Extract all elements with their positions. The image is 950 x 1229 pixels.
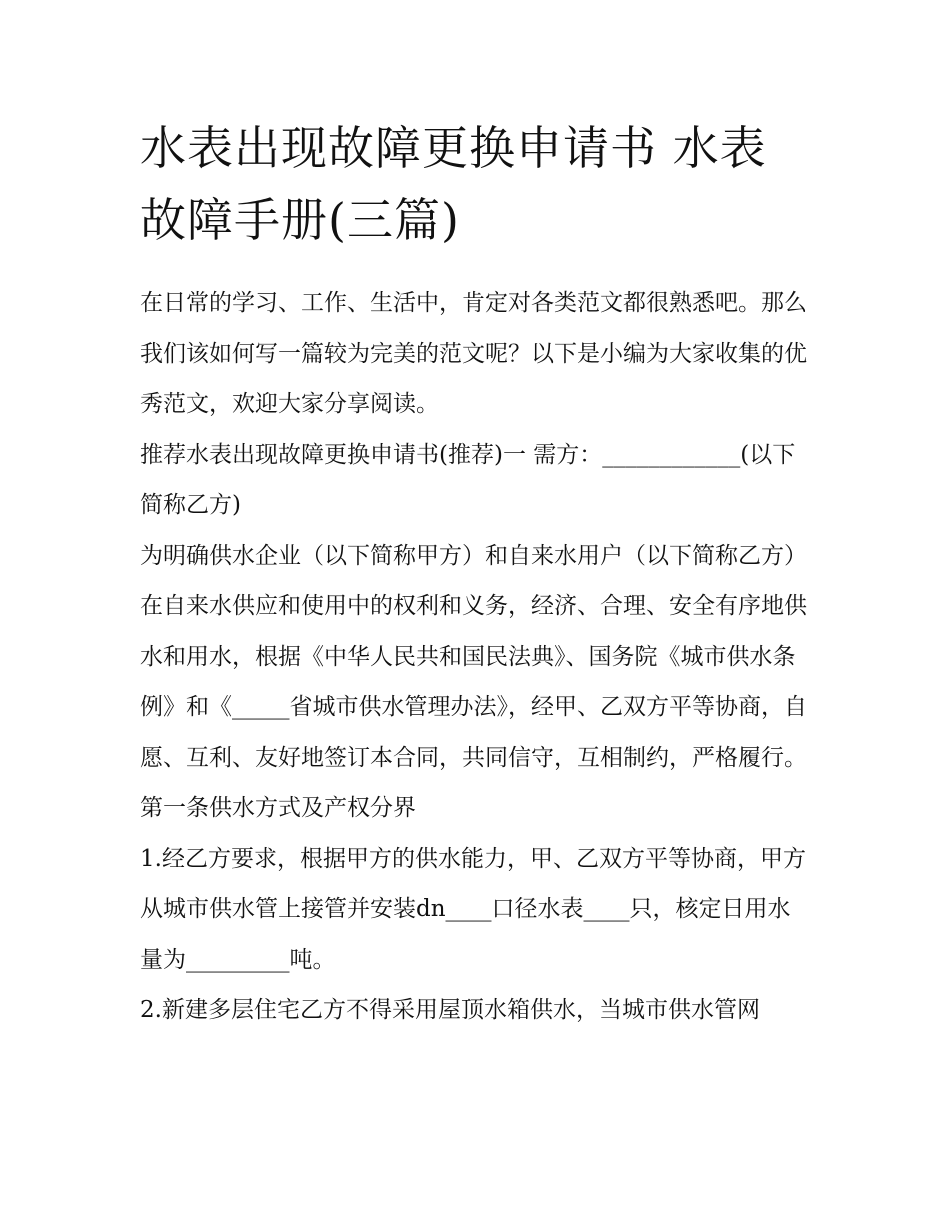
- article-one-heading: 第一条供水方式及产权分界: [140, 795, 416, 821]
- clause-2-paragraph: 2.新建多层住宅乙方不得采用屋顶水箱供水，当城市供水管网: [140, 997, 760, 1023]
- clause-1-paragraph: 1.经乙方要求，根据甲方的供水能力，甲、乙双方平等协商，甲方从城市供水管上接管并安装dn____口径水表____只，核定日用水量为_________吨。: [140, 845, 806, 973]
- recommend-heading-paragraph: 推荐水表出现故障更换申请书(推荐)一 需方：____________(以下简称乙方): [140, 441, 796, 518]
- purpose-paragraph: 为明确供水企业（以下简称甲方）和自来水用户（以下简称乙方）在自来水供应和使用中的权利和义务，经济、合理、安全有序地供水和用水，根据《中华人民共和国民法典》、国务院《城市供水条例》和《_____省城市供水管理办法》，经甲、乙双方平等协商，自愿、互利、友好地签订本合同，共同信守，互相制约，严格履行。: [140, 542, 807, 771]
- intro-paragraph: 在日常的学习、工作、生活中，肯定对各类范文都很熟悉吧。那么我们该如何写一篇较为完美的范文呢？以下是小编为大家收集的优秀范文，欢迎大家分享阅读。: [140, 290, 807, 417]
- document-page: [140, 112, 812, 1036]
- document-title: 水表出现故障更换申请书 水表故障手册(三篇): [140, 121, 767, 247]
